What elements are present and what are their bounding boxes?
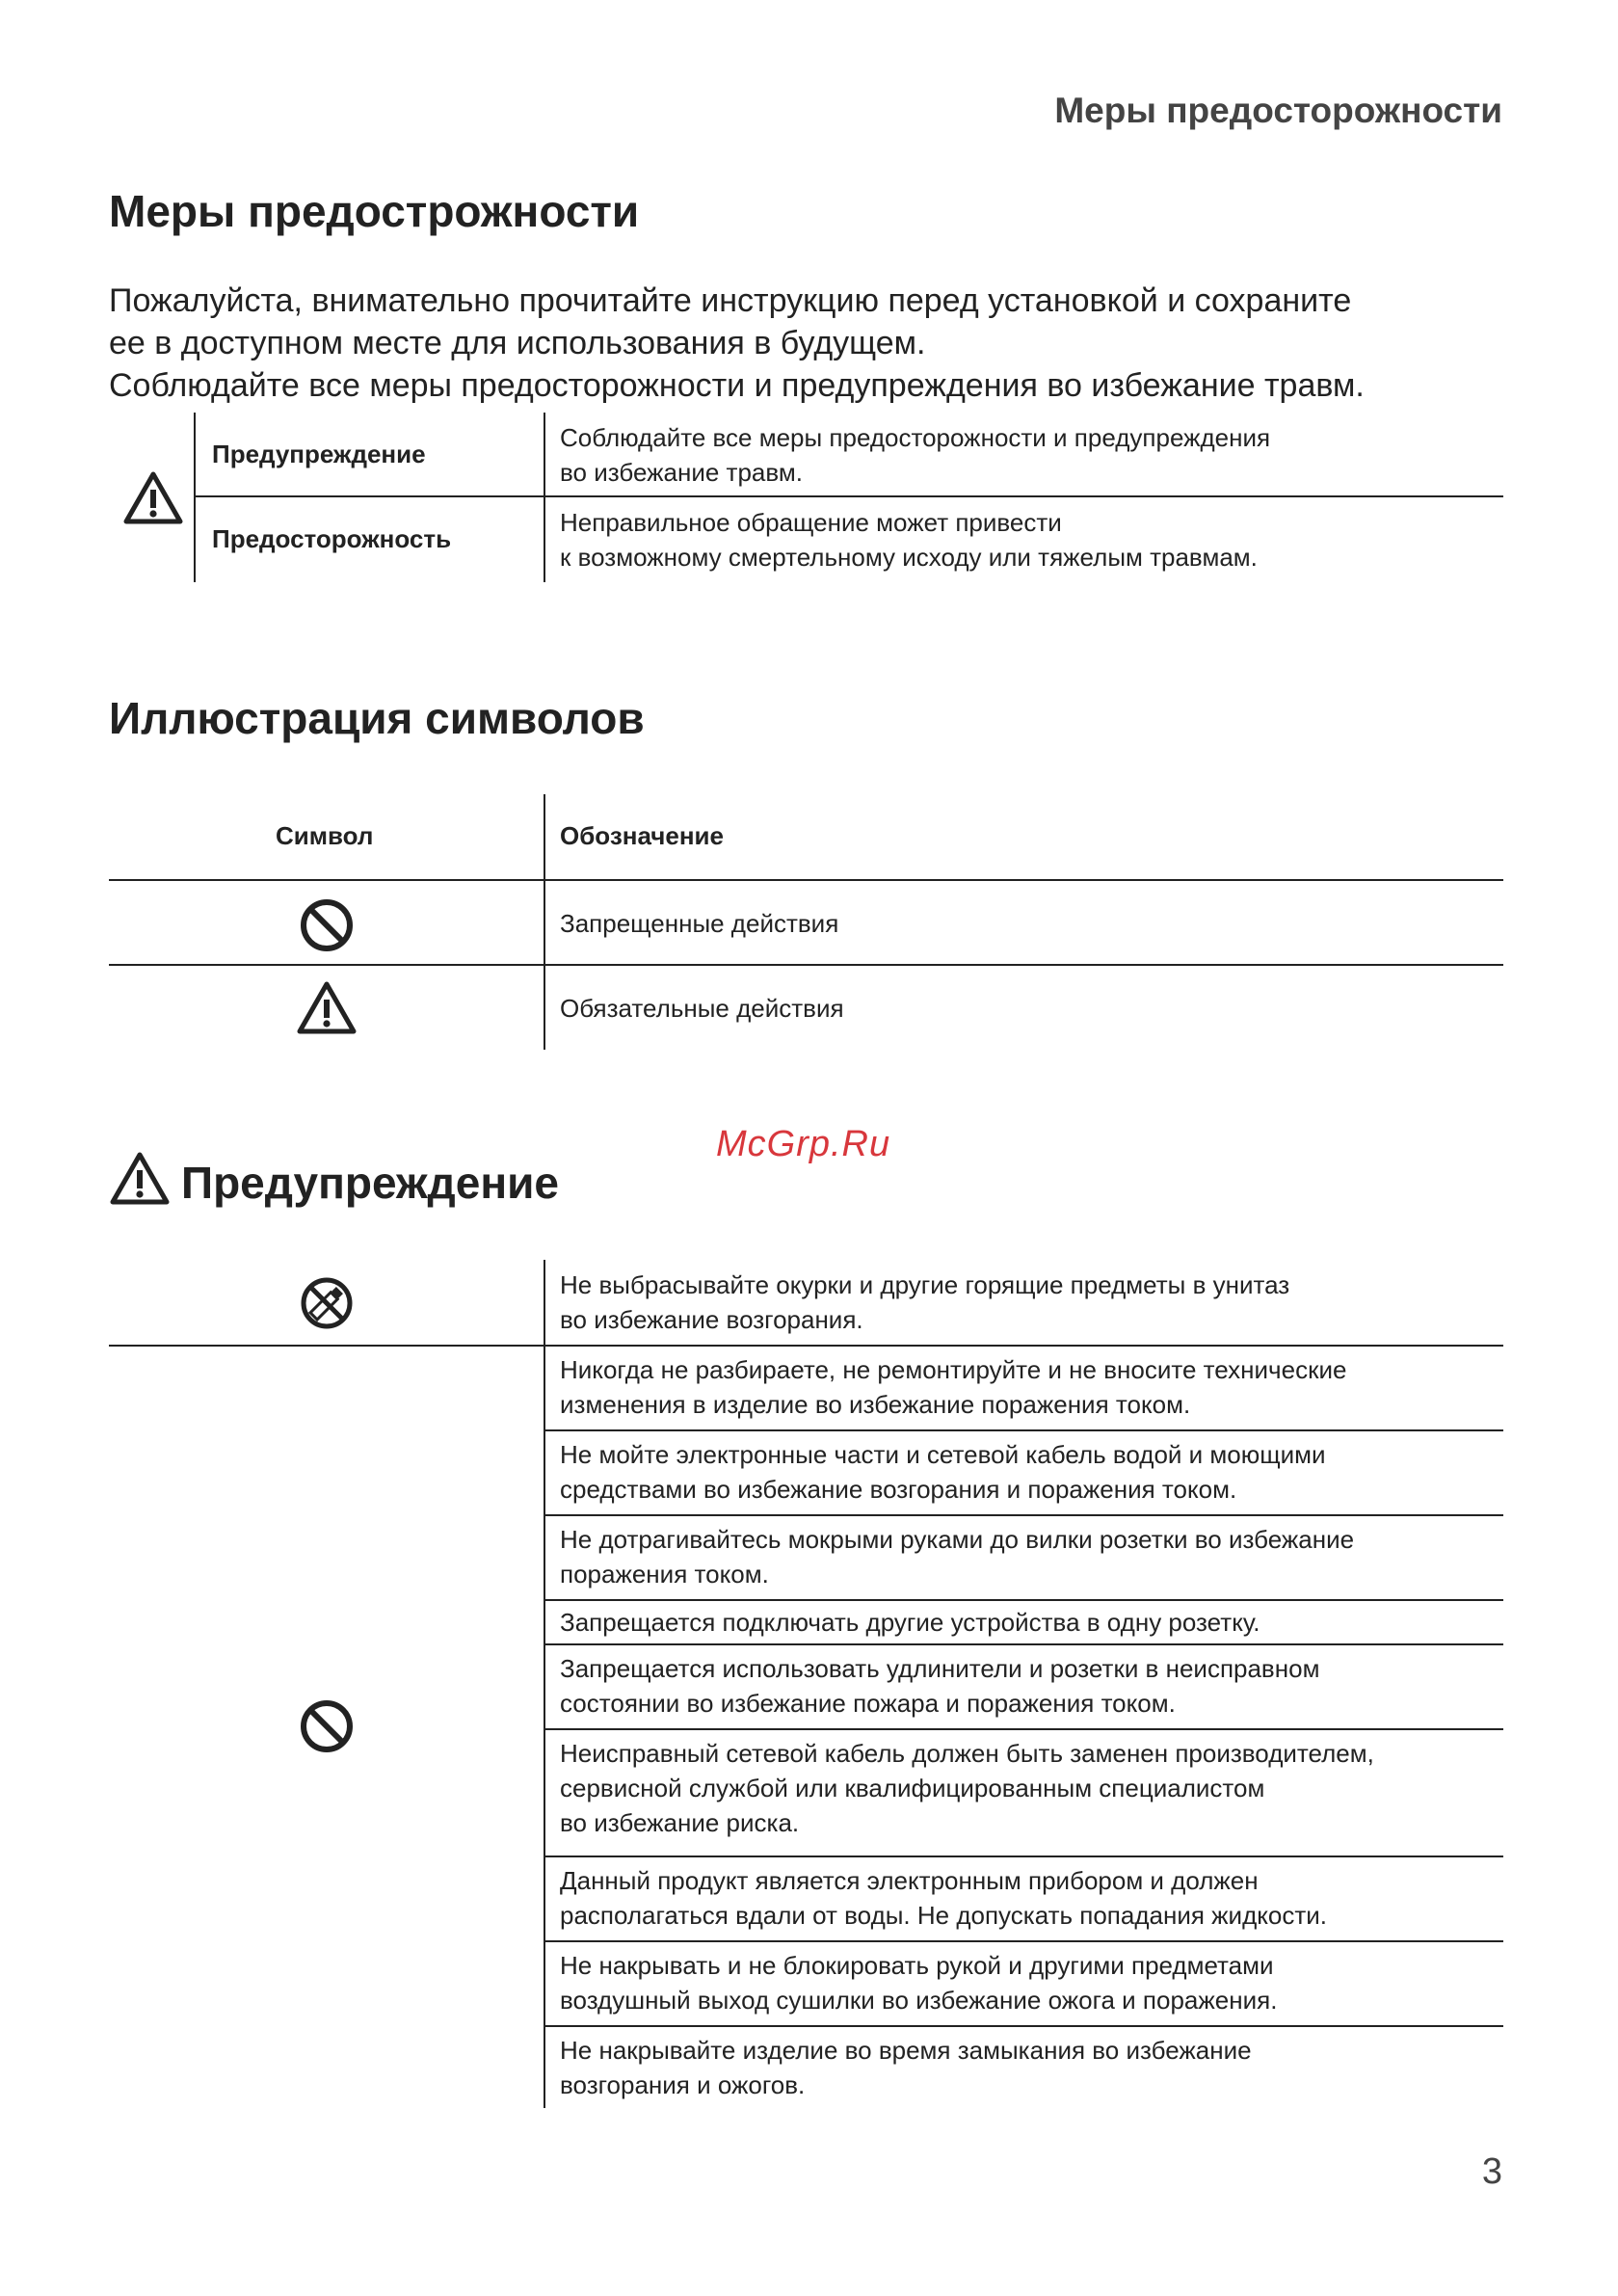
no-smoking-icon — [299, 1275, 355, 1336]
warnings-table — [109, 1260, 1503, 2108]
intro-line: Пожалуйста, внимательно прочитайте инструкцию перед установкой и сохраните — [109, 282, 1352, 319]
level-label-warning: Предупреждение — [212, 440, 426, 468]
symbol-meaning-prohibited: Запрещенные действия — [560, 909, 839, 938]
warning-item: Не мойте электронные части и сетевой кабель водой и моющими средствами во избежание возгорания и поражения током. — [560, 1440, 1326, 1504]
level-description-caution: Неправильное обращение может привести к возможному смертельному исходу или тяжелым травмам. — [560, 508, 1258, 572]
warning-item: Никогда не разбираете, не ремонтируйте и не вносите технические изменения в изделие во избежание поражения током. — [560, 1355, 1347, 1419]
warning-item: Неисправный сетевой кабель должен быть заменен производителем, сервисной службой или квалифицированным специалистом во избежание риска. — [560, 1739, 1374, 1837]
intro-paragraph — [109, 280, 1516, 407]
running-header: Меры предосторожности — [1054, 91, 1502, 130]
symbol-meaning-mandatory: Обязательные действия — [560, 994, 844, 1023]
hazard-levels-table — [109, 413, 1503, 582]
intro-line: ее в доступном месте для использования в будущем. — [109, 325, 926, 361]
section-title-precautions: Меры предострожности — [109, 186, 640, 236]
warning-icon — [296, 980, 358, 1041]
level-description-warning: Соблюдайте все меры предосторожности и предупреждения во избежание травм. — [560, 423, 1271, 487]
prohibited-icon — [299, 897, 355, 958]
section-title-symbols: Иллюстрация символов — [109, 693, 645, 743]
level-label-caution: Предосторожность — [212, 524, 452, 553]
warning-no-smoking: Не выбрасывайте окурки и другие горящие предметы в унитаз во избежание возгорания. — [560, 1270, 1290, 1334]
page-number: 3 — [1481, 2151, 1502, 2192]
column-header-meaning: Обозначение — [560, 821, 724, 850]
section-title-warning: Предупреждение — [181, 1158, 559, 1208]
watermark: McGrp.Ru — [716, 1124, 891, 1164]
warning-item: Не накрывать и не блокировать рукой и другими предметами воздушный выход сушилки во избежание ожога и поражения. — [560, 1951, 1278, 2015]
prohibited-icon — [299, 1698, 355, 1759]
warning-item: Данный продукт является электронным прибором и должен располагаться вдали от воды. Не допускать попадания жидкости. — [560, 1866, 1328, 1930]
column-header-symbol: Символ — [276, 821, 374, 850]
intro-line: Соблюдайте все меры предосторожности и предупреждения во избежание травм. — [109, 367, 1365, 404]
warning-item: Запрещается использовать удлинители и розетки в неисправном состоянии во избежание пожара и поражения током. — [560, 1654, 1320, 1718]
symbols-table — [109, 794, 1503, 1050]
warning-item: Не дотрагивайтесь мокрыми руками до вилки розетки во избежание поражения током. — [560, 1525, 1355, 1589]
warning-item: Не накрывайте изделие во время замыкания во избежание возгорания и ожогов. — [560, 2036, 1252, 2099]
warning-icon — [109, 1151, 171, 1212]
warning-item: Запрещается подключать другие устройства в одну розетку. — [560, 1608, 1260, 1637]
warning-icon — [122, 470, 184, 531]
